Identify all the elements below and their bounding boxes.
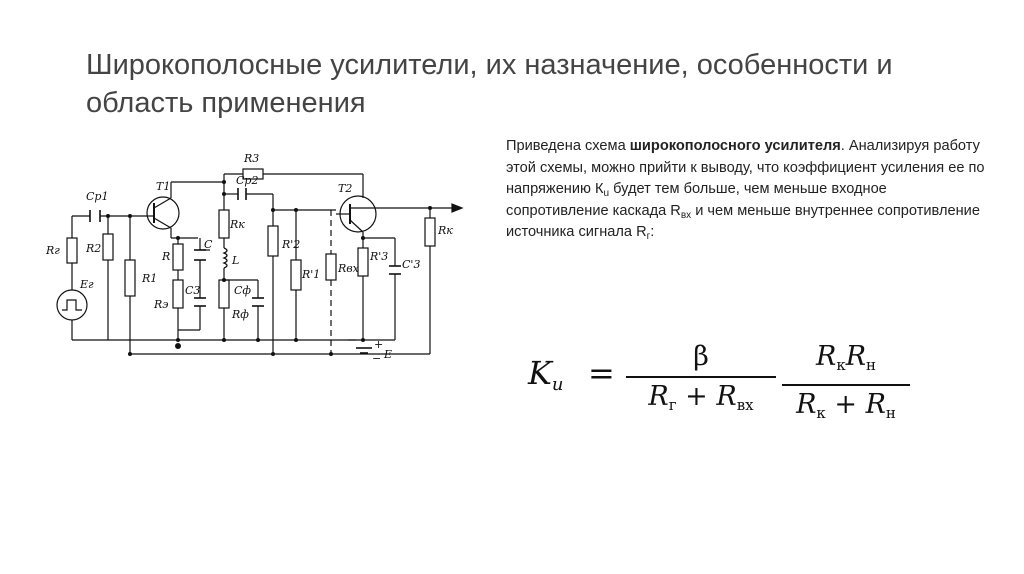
label-rk2: Rк [438, 224, 453, 237]
label-eg: Eг [80, 278, 94, 291]
resistor-r2 [103, 234, 113, 260]
slide-title: Широкополосные усилители, их назначение, особенности и область применения [86, 49, 893, 119]
label-r-e: Rэ [154, 298, 169, 311]
label-e: E [384, 348, 393, 361]
fraction-1-bar [626, 376, 776, 378]
f2-den-a-sub: к [816, 404, 826, 422]
label-c3p: C'3 [402, 258, 421, 271]
f2-num-b: R [845, 341, 867, 372]
fraction-2-denominator [782, 388, 910, 430]
f2-den-op: + [825, 389, 866, 420]
resistor-r [173, 244, 183, 270]
f1-den-b: R [716, 381, 737, 412]
transistor-t1 [147, 197, 179, 229]
signal-generator [57, 290, 87, 320]
text-p1-end: . Анализируя работу этой схемы, можно прийти к выводу, что коэффициент усиления ее по напряжению К [506, 138, 985, 197]
label-r1: R1 [142, 272, 158, 285]
label-c3: C3 [185, 284, 201, 297]
f1-den-op: + [676, 381, 717, 412]
fraction-2-numerator [782, 340, 910, 382]
gain-formula [520, 340, 920, 430]
ku-subscript: u [603, 188, 610, 199]
f2-num-b-sub: н [866, 356, 877, 374]
label-cp1: Cp1 [86, 190, 109, 203]
label-t1: T1 [156, 180, 171, 193]
fraction-1-numerator: β [693, 341, 709, 372]
formula-lhs-symbol: K [528, 354, 552, 392]
rvx-subscript: вх [680, 209, 692, 221]
label-c: C [204, 238, 213, 251]
inductor-l [224, 248, 227, 268]
f2-num-a-sub: к [836, 356, 846, 374]
resistor-rvx [326, 254, 336, 280]
label-r2: R2 [86, 242, 102, 255]
resistor-r-e [173, 280, 183, 308]
text-p1-start: Приведена схема [506, 138, 630, 154]
label-r3: R3 [244, 152, 260, 165]
f1-den-a-sub: г [668, 396, 677, 414]
description-paragraph [506, 136, 986, 244]
label-t2: T2 [338, 182, 353, 195]
f2-den-b: R [865, 389, 886, 420]
text-p1-mid: будет тем больше, чем меньше входное сопротивление каскада R [506, 181, 887, 219]
fraction-2 [782, 340, 910, 430]
transistor-t2 [336, 196, 379, 232]
formula-equals: = [588, 354, 615, 392]
resistor-r3p [358, 248, 368, 276]
fraction-1-denominator [626, 380, 776, 422]
label-r: R [162, 250, 171, 263]
fraction-1 [626, 340, 776, 422]
f2-den-a: R [796, 389, 817, 420]
text-p1-tail: : [650, 224, 655, 240]
resistor-rg [67, 238, 77, 263]
label-plus: + [374, 338, 384, 351]
label-r3p: R'3 [370, 250, 389, 263]
formula-lhs-subscript: u [551, 374, 564, 395]
label-cf: Cф [234, 284, 252, 297]
f2-num-a: R [815, 341, 837, 372]
text-p1-mid2: и чем меньше внутреннее сопротивление источника сигнала R [506, 202, 980, 240]
resistor-r1 [125, 260, 135, 296]
label-rk1: Rк [230, 218, 245, 231]
resistor-rk1 [219, 210, 229, 238]
battery-e [348, 340, 372, 353]
output-arrow [452, 204, 462, 212]
rg-subscript: г [646, 231, 651, 242]
formula-lhs [528, 354, 564, 395]
text-p1-bold: широкополосного усилителя [629, 138, 841, 154]
schematic-labels [45, 152, 453, 365]
amplifier-schematic [38, 148, 478, 388]
label-cp2: Cp2 [236, 174, 259, 187]
schematic-wires [72, 174, 452, 354]
resistor-r2p [268, 226, 278, 256]
label-rg: Rг [46, 244, 60, 257]
resistor-rk2 [425, 218, 435, 246]
resistor-r1p [291, 260, 301, 290]
resistor-rf [219, 280, 229, 308]
label-rf: Rф [232, 308, 249, 321]
label-l: L [232, 254, 240, 267]
f1-den-a: R [648, 381, 669, 412]
label-rvx: Rвх [338, 262, 359, 275]
f1-den-b-sub: вх [736, 396, 754, 414]
fraction-2-bar [782, 384, 910, 386]
f2-den-b-sub: н [885, 404, 896, 422]
label-r2p: R'2 [282, 238, 301, 251]
label-r1p: R'1 [302, 268, 321, 281]
label-minus: − [372, 352, 382, 365]
